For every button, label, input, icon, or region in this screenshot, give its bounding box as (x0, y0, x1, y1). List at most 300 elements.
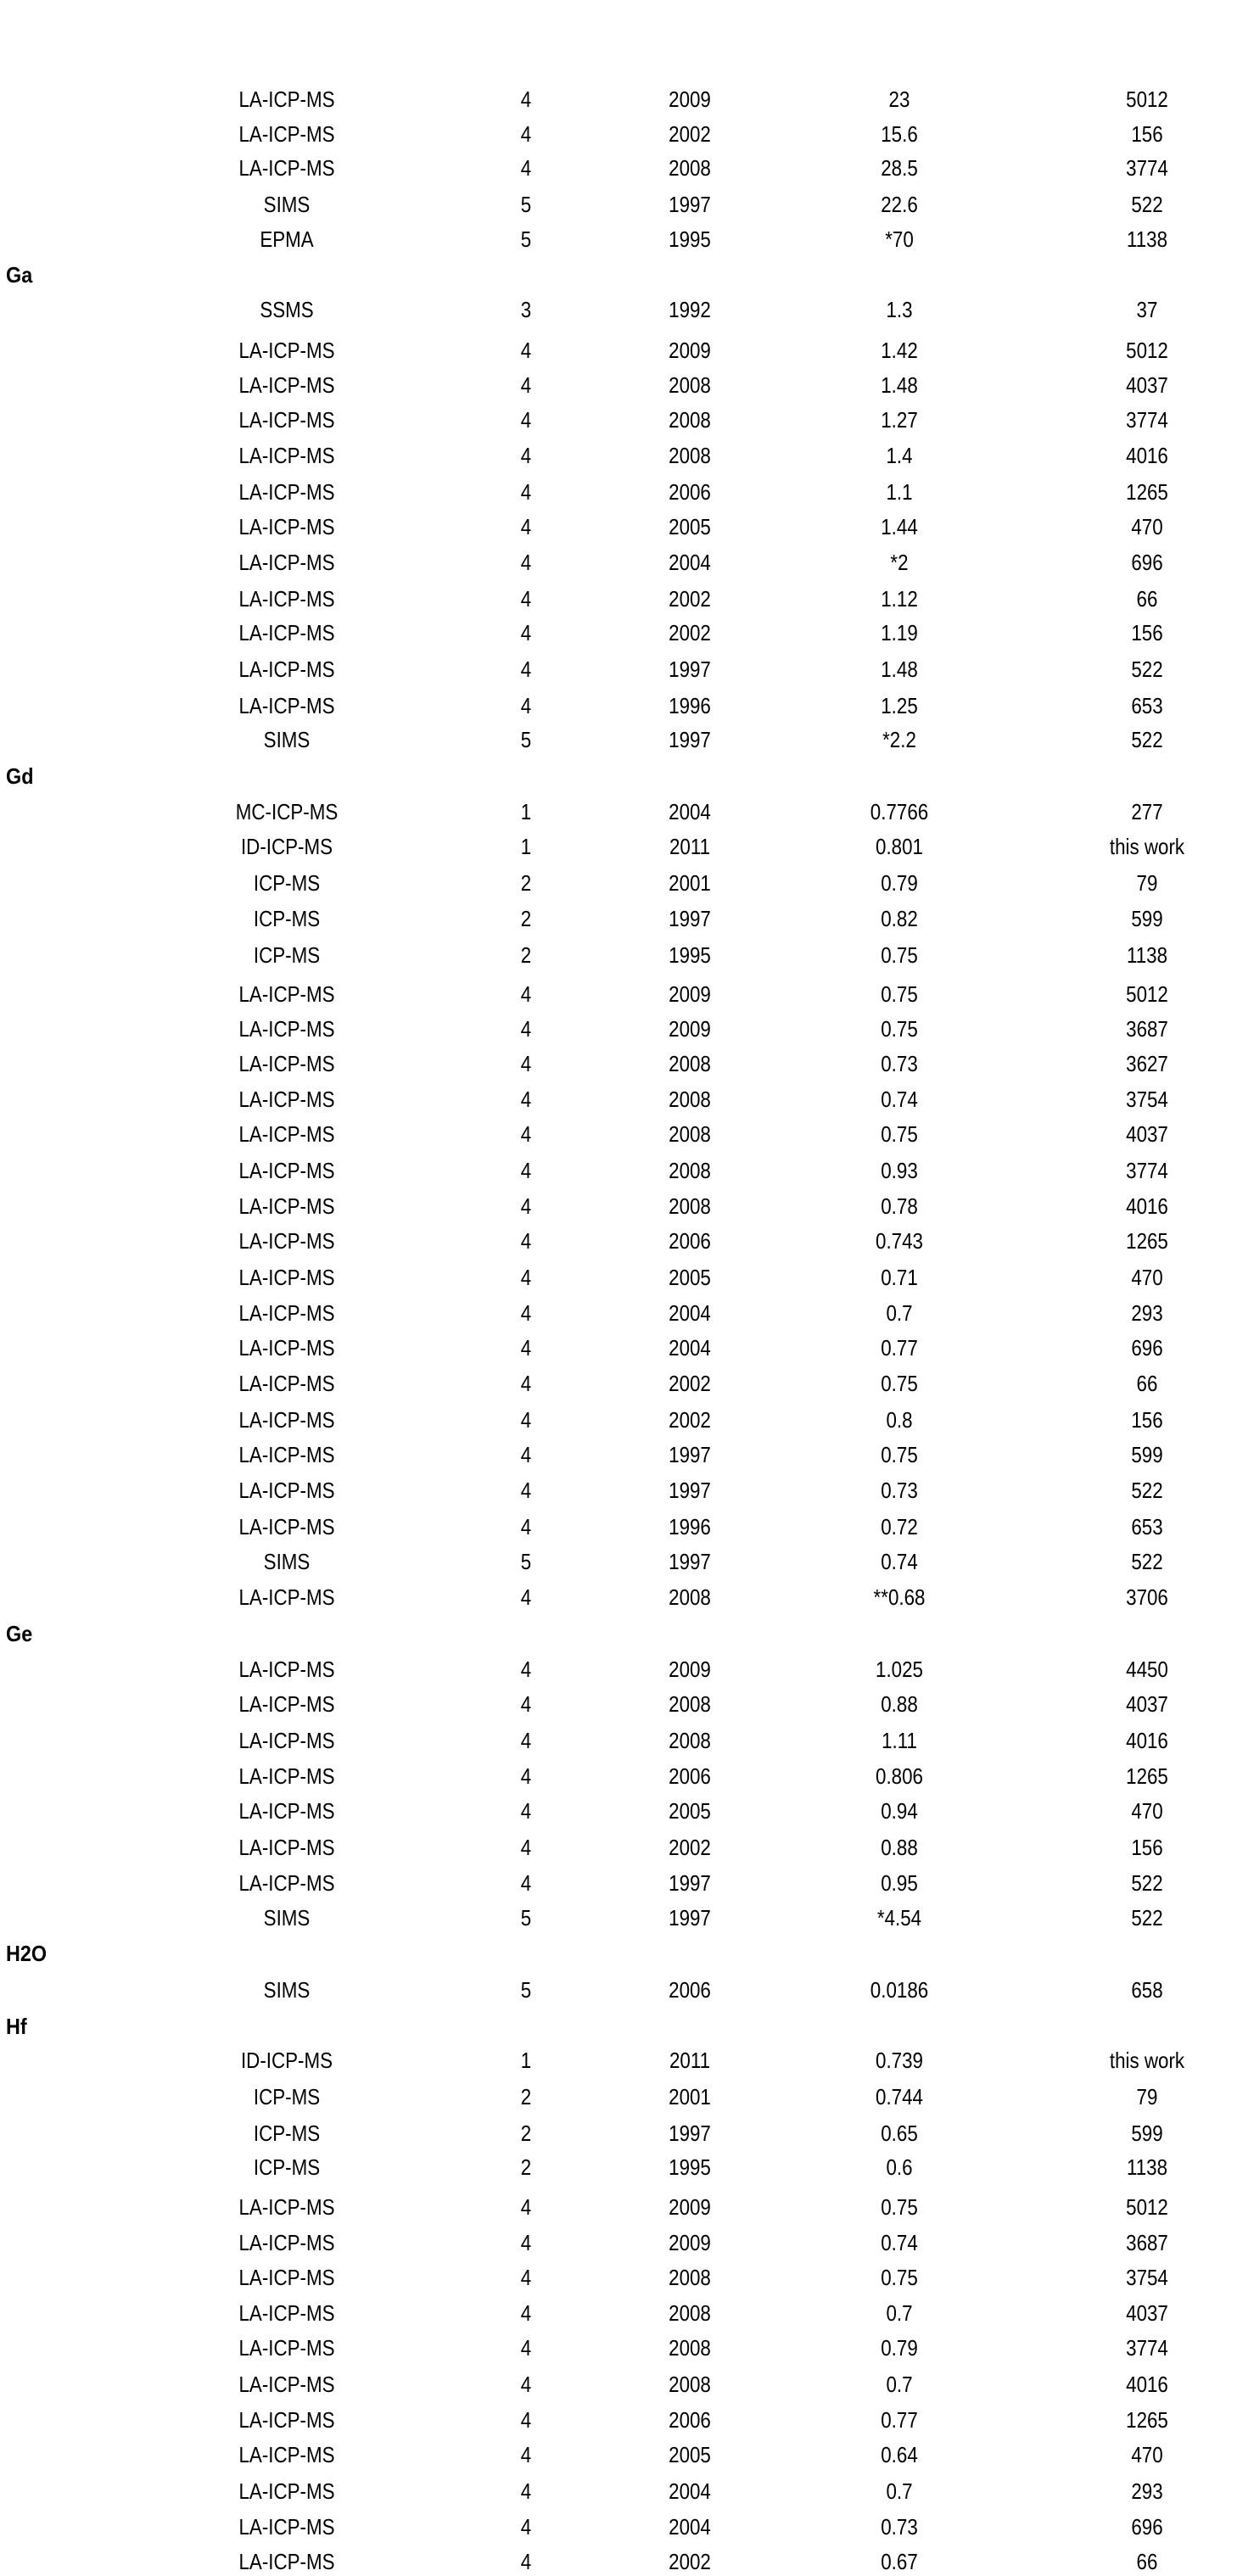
method-cell: LA-ICP-MS (238, 1407, 335, 1433)
reference-cell: 1138 (1126, 2154, 1168, 2180)
value-cell: 0.79 (881, 870, 918, 896)
level-cell: 4 (520, 1265, 532, 1290)
method-cell: SIMS (263, 1549, 311, 1574)
table-row (0, 1726, 1237, 1755)
reference-cell: 522 (1131, 727, 1163, 752)
reference-cell: 156 (1131, 620, 1163, 645)
reference-cell: 599 (1131, 906, 1163, 931)
table-row (0, 1833, 1237, 1862)
value-cell: 1.3 (886, 297, 913, 322)
method-cell: LA-ICP-MS (238, 2407, 335, 2433)
year-cell: 2008 (669, 1691, 711, 1717)
table-row (0, 618, 1237, 647)
year-cell: 2001 (669, 870, 711, 896)
reference-cell: 4016 (1126, 1193, 1168, 1219)
level-cell: 4 (520, 693, 532, 718)
value-cell: *4.54 (876, 1905, 922, 1931)
method-cell: LA-ICP-MS (238, 2230, 335, 2255)
value-cell: 0.71 (881, 1265, 918, 1290)
table-row (0, 725, 1237, 754)
reference-cell: 277 (1131, 799, 1163, 824)
table-row (0, 2193, 1237, 2221)
method-cell: LA-ICP-MS (238, 155, 335, 181)
reference-cell: 522 (1131, 1549, 1163, 1574)
reference-cell: 522 (1131, 1905, 1163, 1931)
level-cell: 2 (520, 942, 532, 968)
reference-cell: 1138 (1126, 942, 1168, 968)
method-cell: LA-ICP-MS (238, 1691, 335, 1717)
table-row (0, 1227, 1237, 1255)
year-cell: 1996 (669, 693, 711, 718)
year-cell: 2011 (669, 834, 711, 859)
year-cell: 1997 (669, 1905, 711, 1931)
year-cell: 2006 (669, 2407, 711, 2433)
table-row (0, 1333, 1237, 1362)
reference-cell: 1265 (1126, 1763, 1168, 1789)
method-cell: LA-ICP-MS (238, 2549, 335, 2574)
reference-cell: 293 (1131, 2478, 1163, 2504)
method-cell: LA-ICP-MS (238, 1798, 335, 1824)
method-cell: LA-ICP-MS (238, 1087, 335, 1112)
method-cell: LA-ICP-MS (238, 2265, 335, 2290)
value-cell: 0.0186 (870, 1977, 929, 2003)
level-cell: 4 (520, 1300, 532, 1326)
level-cell: 4 (520, 1121, 532, 1147)
reference-cell: 4037 (1126, 1121, 1168, 1147)
value-cell: 1.27 (881, 407, 918, 433)
table-row (0, 904, 1237, 933)
method-cell: LA-ICP-MS (238, 981, 335, 1007)
year-cell: 2011 (669, 2048, 711, 2073)
value-cell: 0.7 (886, 2478, 913, 2504)
year-cell: 2002 (669, 620, 711, 645)
table-row (0, 1690, 1237, 1718)
value-cell: 1.44 (881, 514, 918, 539)
value-cell: 0.739 (876, 2048, 923, 2073)
year-cell: 2006 (669, 1763, 711, 1789)
value-cell: 1.48 (881, 657, 918, 682)
reference-cell: 696 (1131, 550, 1163, 575)
value-cell: 1.1 (886, 479, 913, 505)
method-cell: LA-ICP-MS (238, 2372, 335, 2397)
method-cell: EPMA (260, 226, 314, 252)
year-cell: 2008 (669, 1728, 711, 1753)
level-cell: 4 (520, 372, 532, 398)
year-cell: 2008 (669, 372, 711, 398)
value-cell: 1.19 (881, 620, 918, 645)
table-row (0, 1975, 1237, 2004)
value-cell: 0.75 (881, 2194, 918, 2220)
table-row (0, 1369, 1237, 1398)
value-cell: 1.4 (886, 443, 913, 468)
table-row (0, 2082, 1237, 2111)
method-cell: LA-ICP-MS (238, 1763, 335, 1789)
table-row (0, 1476, 1237, 1505)
value-cell: 0.67 (881, 2549, 918, 2574)
method-cell: LA-ICP-MS (238, 1442, 335, 1467)
reference-cell: 599 (1131, 2121, 1163, 2146)
level-cell: 4 (520, 2265, 532, 2290)
value-cell: 22.6 (881, 192, 918, 217)
method-cell: SSMS (260, 297, 314, 322)
value-cell: 0.75 (881, 981, 918, 1007)
table-row (0, 1014, 1237, 1043)
reference-cell: 3754 (1126, 2265, 1168, 2290)
level-cell: 5 (520, 1905, 532, 1931)
value-cell: *70 (885, 226, 914, 252)
level-cell: 4 (520, 1158, 532, 1183)
year-cell: 1997 (669, 906, 711, 931)
level-cell: 4 (520, 2230, 532, 2255)
reference-cell: 3754 (1126, 1087, 1168, 1112)
value-cell: 0.77 (881, 2407, 918, 2433)
table-row (0, 441, 1237, 470)
method-cell: LA-ICP-MS (238, 657, 335, 682)
year-cell: 2002 (669, 1407, 711, 1433)
year-cell: 2008 (669, 2335, 711, 2361)
level-cell: 4 (520, 1514, 532, 1539)
level-cell: 4 (520, 2549, 532, 2574)
level-cell: 4 (520, 479, 532, 505)
level-cell: 4 (520, 586, 532, 612)
year-cell: 2009 (669, 338, 711, 363)
year-cell: 1997 (669, 2121, 711, 2146)
year-cell: 2002 (669, 586, 711, 612)
level-cell: 4 (520, 2514, 532, 2540)
table-row (0, 1299, 1237, 1327)
reference-cell: 293 (1131, 1300, 1163, 1326)
year-cell: 2008 (669, 2265, 711, 2290)
level-cell: 5 (520, 727, 532, 752)
level-cell: 4 (520, 155, 532, 181)
method-cell: LA-ICP-MS (238, 1584, 335, 1610)
table-row (0, 2263, 1237, 2292)
method-cell: LA-ICP-MS (238, 550, 335, 575)
year-cell: 1992 (669, 297, 711, 322)
table-row (0, 655, 1237, 684)
year-cell: 2006 (669, 1977, 711, 2003)
value-cell: *2.2 (882, 727, 916, 752)
method-cell: LA-ICP-MS (238, 407, 335, 433)
table-row (0, 371, 1237, 400)
method-cell: LA-ICP-MS (238, 1300, 335, 1326)
level-cell: 4 (520, 2372, 532, 2397)
reference-cell: this work (1109, 834, 1185, 859)
reference-cell: 3774 (1126, 407, 1168, 433)
table-row (0, 941, 1237, 969)
table-row (0, 190, 1237, 219)
year-cell: 1997 (669, 192, 711, 217)
level-cell: 4 (520, 2300, 532, 2326)
table-row (0, 1655, 1237, 1684)
table-row (0, 1796, 1237, 1825)
table-row (0, 295, 1237, 324)
table-row (0, 1049, 1237, 1078)
level-cell: 4 (520, 1763, 532, 1789)
reference-cell: 4037 (1126, 2300, 1168, 2326)
level-cell: 2 (520, 2121, 532, 2146)
reference-cell: 3627 (1126, 1051, 1168, 1076)
year-cell: 2008 (669, 1158, 711, 1183)
level-cell: 4 (520, 87, 532, 112)
table-row (0, 1903, 1237, 1932)
reference-cell: 658 (1131, 1977, 1163, 2003)
method-cell: LA-ICP-MS (238, 586, 335, 612)
method-cell: LA-ICP-MS (238, 479, 335, 505)
value-cell: 0.73 (881, 1478, 918, 1503)
year-cell: 2005 (669, 1798, 711, 1824)
level-cell: 1 (520, 834, 532, 859)
reference-cell: 156 (1131, 1407, 1163, 1433)
level-cell: 4 (520, 2407, 532, 2433)
method-cell: LA-ICP-MS (238, 1228, 335, 1254)
method-cell: LA-ICP-MS (238, 1121, 335, 1147)
method-cell: LA-ICP-MS (238, 2300, 335, 2326)
value-cell: 0.7766 (870, 799, 929, 824)
value-cell: 0.94 (881, 1798, 918, 1824)
reference-cell: 3774 (1126, 155, 1168, 181)
method-cell: ICP-MS (253, 2121, 321, 2146)
reference-cell: 4016 (1126, 1728, 1168, 1753)
value-cell: 0.78 (881, 1193, 918, 1219)
level-cell: 4 (520, 550, 532, 575)
year-cell: 2004 (669, 2514, 711, 2540)
method-cell: LA-ICP-MS (238, 693, 335, 718)
year-cell: 2008 (669, 1087, 711, 1112)
reference-cell: 1138 (1126, 226, 1168, 252)
level-cell: 3 (520, 297, 532, 322)
reference-cell: 79 (1136, 870, 1158, 896)
table-row (0, 2333, 1237, 2362)
level-cell: 4 (520, 2442, 532, 2467)
value-cell: 0.74 (881, 1549, 918, 1574)
value-cell: 0.64 (881, 2442, 918, 2467)
method-cell: LA-ICP-MS (238, 2194, 335, 2220)
value-cell: 0.75 (881, 1121, 918, 1147)
value-cell: 0.75 (881, 942, 918, 968)
table-row (0, 336, 1237, 365)
level-cell: 2 (520, 2154, 532, 2180)
value-cell: 0.75 (881, 2265, 918, 2290)
table-row (0, 2406, 1237, 2434)
level-cell: 4 (520, 514, 532, 539)
reference-cell: 1265 (1126, 479, 1168, 505)
level-cell: 4 (520, 1442, 532, 1467)
year-cell: 2008 (669, 1051, 711, 1076)
level-cell: 4 (520, 1798, 532, 1824)
value-cell: 0.95 (881, 1870, 918, 1896)
year-cell: 1997 (669, 1442, 711, 1467)
year-cell: 1996 (669, 1514, 711, 1539)
reference-cell: 3687 (1126, 1016, 1168, 1042)
method-cell: LA-ICP-MS (238, 514, 335, 539)
year-cell: 2008 (669, 443, 711, 468)
level-cell: 1 (520, 799, 532, 824)
reference-cell: 522 (1131, 1478, 1163, 1503)
value-cell: 0.93 (881, 1158, 918, 1183)
reference-cell: 696 (1131, 2514, 1163, 2540)
reference-cell: 1265 (1126, 1228, 1168, 1254)
level-cell: 4 (520, 2335, 532, 2361)
method-cell: LA-ICP-MS (238, 1870, 335, 1896)
method-cell: ICP-MS (253, 2154, 321, 2180)
year-cell: 2009 (669, 2194, 711, 2220)
table-row (0, 691, 1237, 720)
value-cell: **0.68 (873, 1584, 926, 1610)
table-row (0, 1405, 1237, 1434)
value-cell: 0.743 (876, 1228, 923, 1254)
method-cell: SIMS (263, 727, 311, 752)
level-cell: 4 (520, 1051, 532, 1076)
level-cell: 4 (520, 1584, 532, 1610)
reference-cell: 156 (1131, 1835, 1163, 1860)
element-group-header: Ga (6, 262, 33, 288)
value-cell: 0.88 (881, 1691, 918, 1717)
level-cell: 5 (520, 1977, 532, 2003)
method-cell: LA-ICP-MS (238, 1265, 335, 1290)
year-cell: 2009 (669, 1657, 711, 1682)
method-cell: LA-ICP-MS (238, 443, 335, 468)
table-row (0, 1120, 1237, 1148)
value-cell: 0.8 (886, 1407, 913, 1433)
level-cell: 4 (520, 1407, 532, 1433)
method-cell: ICP-MS (253, 906, 321, 931)
method-cell: ICP-MS (253, 870, 321, 896)
value-cell: 15.6 (881, 121, 918, 147)
value-cell: 0.72 (881, 1514, 918, 1539)
reference-cell: 66 (1136, 586, 1158, 612)
year-cell: 2008 (669, 1121, 711, 1147)
reference-cell: 5012 (1126, 87, 1168, 112)
table-row (0, 1156, 1237, 1185)
table-row (0, 1440, 1237, 1469)
table-row (0, 2477, 1237, 2506)
level-cell: 4 (520, 121, 532, 147)
value-cell: 0.88 (881, 1835, 918, 1860)
method-cell: LA-ICP-MS (238, 1371, 335, 1396)
reference-cell: 3774 (1126, 1158, 1168, 1183)
method-cell: LA-ICP-MS (238, 1514, 335, 1539)
year-cell: 2004 (669, 550, 711, 575)
method-cell: LA-ICP-MS (238, 1657, 335, 1682)
method-cell: LA-ICP-MS (238, 1158, 335, 1183)
year-cell: 2004 (669, 799, 711, 824)
method-cell: SIMS (263, 1905, 311, 1931)
table-row (0, 120, 1237, 148)
value-cell: *2 (890, 550, 909, 575)
value-cell: 1.11 (882, 1728, 917, 1753)
level-cell: 4 (520, 407, 532, 433)
year-cell: 1997 (669, 1549, 711, 1574)
reference-cell: 522 (1131, 192, 1163, 217)
level-cell: 5 (520, 1549, 532, 1574)
year-cell: 2005 (669, 514, 711, 539)
reference-cell: 470 (1131, 1265, 1163, 1290)
reference-cell: 5012 (1126, 338, 1168, 363)
reference-cell: 1265 (1126, 2407, 1168, 2433)
reference-cell: 522 (1131, 1870, 1163, 1896)
value-cell: 0.7 (886, 2372, 913, 2397)
method-cell: ID-ICP-MS (240, 834, 333, 859)
level-cell: 2 (520, 2084, 532, 2109)
year-cell: 2004 (669, 1300, 711, 1326)
level-cell: 4 (520, 1335, 532, 1361)
table-row (0, 1512, 1237, 1541)
year-cell: 2008 (669, 1584, 711, 1610)
table-row (0, 2547, 1237, 2576)
level-cell: 4 (520, 1870, 532, 1896)
reference-cell: 156 (1131, 121, 1163, 147)
reference-cell: 4016 (1126, 443, 1168, 468)
table-row (0, 2153, 1237, 2182)
table-row (0, 2440, 1237, 2469)
value-cell: 28.5 (881, 155, 918, 181)
reference-cell: 653 (1131, 693, 1163, 718)
value-cell: 0.806 (876, 1763, 923, 1789)
table-row (0, 1869, 1237, 1897)
table-row (0, 797, 1237, 826)
reference-cell: 79 (1136, 2084, 1158, 2109)
table-row (0, 548, 1237, 577)
year-cell: 2002 (669, 121, 711, 147)
table-row (0, 512, 1237, 541)
year-cell: 2009 (669, 2230, 711, 2255)
level-cell: 5 (520, 226, 532, 252)
reference-cell: 3706 (1126, 1584, 1168, 1610)
method-cell: SIMS (263, 1977, 311, 2003)
year-cell: 1995 (669, 942, 711, 968)
value-cell: 1.48 (881, 372, 918, 398)
level-cell: 4 (520, 1371, 532, 1396)
year-cell: 2009 (669, 981, 711, 1007)
level-cell: 4 (520, 443, 532, 468)
value-cell: 23 (888, 87, 910, 112)
year-cell: 2002 (669, 1371, 711, 1396)
reference-cell: this work (1109, 2048, 1185, 2073)
table-row (0, 2370, 1237, 2399)
table-row (0, 1263, 1237, 1292)
value-cell: 0.7 (886, 2300, 913, 2326)
level-cell: 4 (520, 1691, 532, 1717)
reference-cell: 3687 (1126, 2230, 1168, 2255)
method-cell: LA-ICP-MS (238, 1478, 335, 1503)
reference-cell: 4037 (1126, 1691, 1168, 1717)
level-cell: 2 (520, 870, 532, 896)
year-cell: 2008 (669, 2372, 711, 2397)
reference-cell: 522 (1131, 657, 1163, 682)
year-cell: 2009 (669, 87, 711, 112)
year-cell: 1997 (669, 1870, 711, 1896)
table-row (0, 405, 1237, 434)
table-row (0, 1762, 1237, 1791)
year-cell: 1997 (669, 727, 711, 752)
year-cell: 1997 (669, 1478, 711, 1503)
level-cell: 4 (520, 1728, 532, 1753)
reference-cell: 470 (1131, 1798, 1163, 1824)
year-cell: 2008 (669, 407, 711, 433)
value-cell: 0.74 (881, 2230, 918, 2255)
level-cell: 4 (520, 1478, 532, 1503)
reference-cell: 4037 (1126, 372, 1168, 398)
method-cell: LA-ICP-MS (238, 121, 335, 147)
method-cell: ID-ICP-MS (240, 2048, 333, 2073)
method-cell: LA-ICP-MS (238, 372, 335, 398)
value-cell: 1.12 (881, 586, 918, 612)
level-cell: 5 (520, 192, 532, 217)
reference-cell: 37 (1136, 297, 1158, 322)
table-row (0, 154, 1237, 182)
method-cell: LA-ICP-MS (238, 2442, 335, 2467)
